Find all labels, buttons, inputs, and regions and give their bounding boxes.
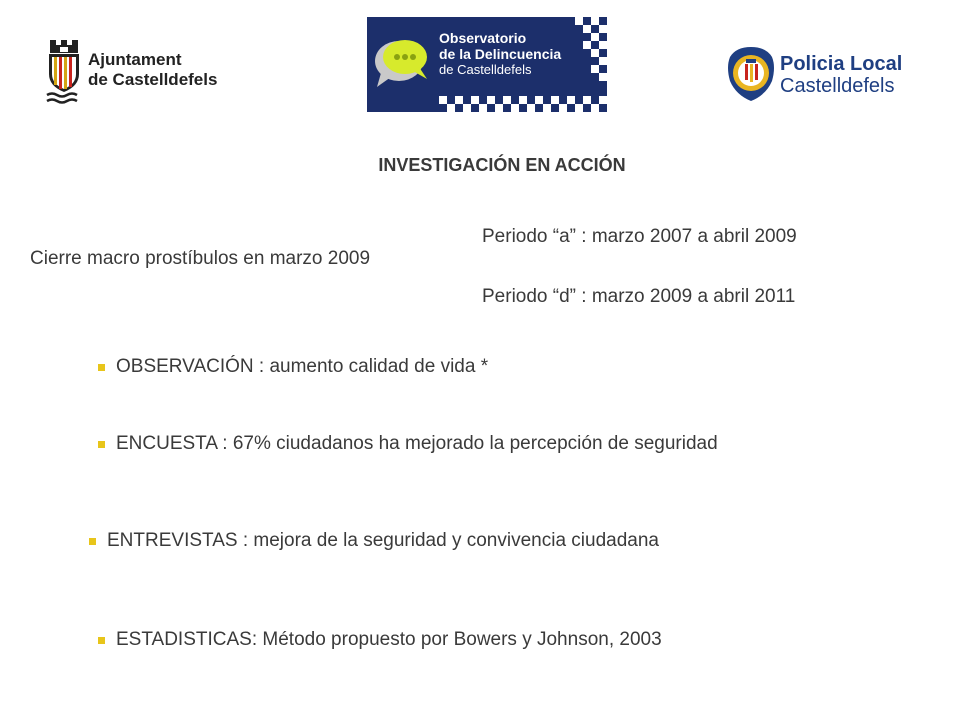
bullet-text: OBSERVACIÓN : aumento calidad de vida *	[116, 356, 489, 377]
observatorio-logo	[367, 17, 607, 112]
closure-text: Cierre macro prostíbulos en marzo 2009	[30, 248, 371, 269]
policia-local-logo	[726, 45, 926, 103]
bullet-observacion	[98, 356, 488, 378]
bullet-square-icon	[98, 637, 105, 644]
bullet-text: ENCUESTA : 67% ciudadanos ha mejorado la percepción de seguridad	[116, 433, 718, 454]
bullet-square-icon	[89, 538, 96, 545]
observatorio-subtitle: de Castelldefels	[439, 62, 532, 77]
observatorio-title-line1: Observatorio	[439, 30, 527, 46]
bullet-encuesta	[98, 433, 718, 455]
ajuntament-name-line2: de Castelldefels	[88, 70, 218, 89]
bullet-estadisticas	[98, 629, 662, 651]
bullet-square-icon	[98, 364, 105, 371]
speech-bubbles-icon	[371, 35, 437, 95]
ajuntament-logo	[44, 40, 244, 108]
police-badge-icon	[726, 45, 776, 103]
bullet-square-icon	[98, 441, 105, 448]
castle-shield-icon	[44, 40, 84, 106]
page-title: INVESTIGACIÓN EN ACCIÓN	[378, 155, 626, 175]
policia-subtitle: Castelldefels	[780, 75, 895, 97]
bullet-entrevistas	[89, 530, 659, 552]
policia-title: Policia Local	[780, 53, 903, 75]
period-d: Periodo “d” : marzo 2009 a abril 2011	[482, 286, 796, 307]
observatorio-title-line2: de la Delincuencia	[439, 46, 562, 62]
bullet-text: ENTREVISTAS : mejora de la seguridad y convivencia ciudadana	[107, 530, 659, 551]
period-a: Periodo “a” : marzo 2007 a abril 2009	[482, 226, 797, 247]
ajuntament-name-line1: Ajuntament	[88, 50, 182, 69]
bullet-text: ESTADISTICAS: Método propuesto por Bowers y Johnson, 2003	[116, 629, 662, 650]
